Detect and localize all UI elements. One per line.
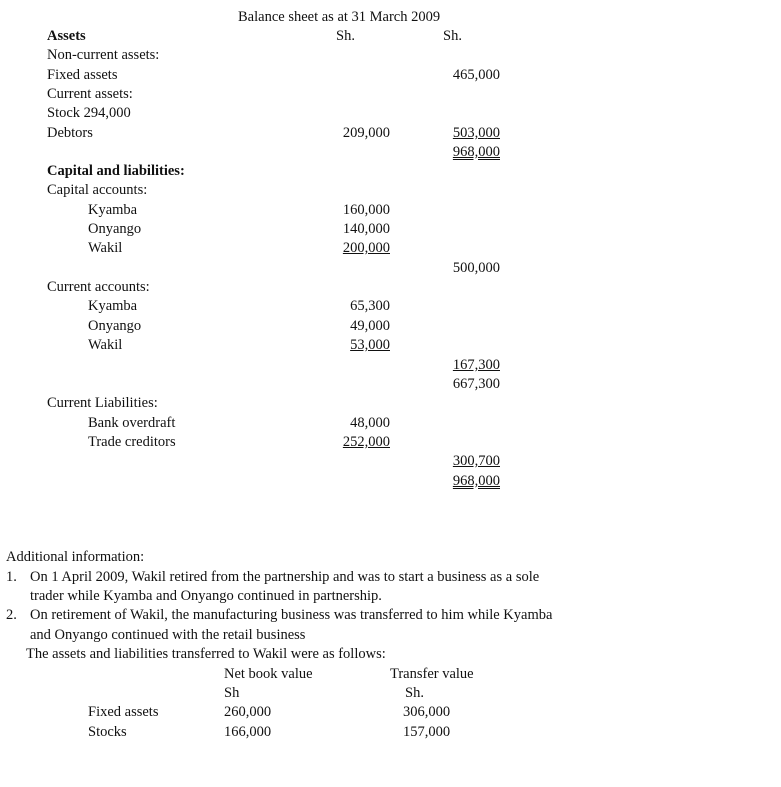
capital-grand-total: 968,000: [452, 473, 500, 489]
fixed-assets-total: 465,000: [452, 67, 500, 83]
table-row-stocks-name: Stocks: [88, 724, 127, 740]
liability-amount-trade-creditors: 252,000: [342, 434, 390, 450]
non-current-assets-label: Non-current assets:: [47, 47, 160, 63]
capital-subtotal: 667,300: [452, 376, 500, 392]
fixed-assets-label: Fixed assets: [47, 67, 118, 83]
current-amount-wakil: 53,000: [350, 337, 390, 353]
table-row-fixed-assets-name: Fixed assets: [88, 704, 159, 720]
capital-amount-kyamba: 160,000: [342, 202, 390, 218]
current-name-kyamba: Kyamba: [88, 298, 138, 314]
current-name-onyango: Onyango: [88, 318, 142, 334]
current-accounts-label: Current accounts:: [47, 279, 150, 295]
liability-amount-bank-overdraft: 48,000: [350, 415, 390, 431]
current-amount-kyamba: 65,300: [350, 298, 390, 314]
transfer-intro: The assets and liabilities transferred to Wakil were as follows:: [26, 646, 386, 662]
column-header-sh-1: Sh.: [336, 28, 355, 44]
table-header-net-book-value: Net book value: [224, 666, 313, 682]
additional-info-heading: Additional information:: [6, 549, 145, 565]
capital-name-kyamba: Kyamba: [88, 202, 138, 218]
debtors-amount: 209,000: [342, 125, 390, 141]
current-amount-onyango: 49,000: [350, 318, 390, 334]
assets-grand-total: 968,000: [452, 144, 500, 160]
capital-amount-onyango: 140,000: [342, 221, 390, 237]
table-unit-sh-2: Sh.: [405, 685, 424, 701]
current-liabilities-label: Current Liabilities:: [47, 395, 158, 411]
capital-accounts-label: Capital accounts:: [47, 182, 148, 198]
item-2-line-1: On retirement of Wakil, the manufacturing business was transferred to him while Kyamba: [30, 607, 553, 623]
capital-total: 500,000: [452, 260, 500, 276]
debtors-label: Debtors: [47, 125, 93, 141]
item-2-line-2: and Onyango continued with the retail business: [30, 627, 306, 643]
current-accounts-total: 167,300: [452, 357, 500, 373]
capital-liabilities-heading: Capital and liabilities:: [47, 163, 185, 179]
table-row-stocks-nbv: 166,000: [224, 724, 272, 740]
table-header-transfer-value: Transfer value: [390, 666, 474, 682]
assets-heading: Assets: [47, 28, 86, 44]
stock-line: Stock 294,000: [47, 105, 131, 121]
current-assets-total: 503,000: [452, 125, 500, 141]
column-header-sh-2: Sh.: [443, 28, 462, 44]
page-title: Balance sheet as at 31 March 2009: [238, 9, 441, 25]
current-name-wakil: Wakil: [88, 337, 123, 353]
liability-name-bank-overdraft: Bank overdraft: [88, 415, 176, 431]
item-2-number: 2.: [6, 607, 17, 623]
table-row-fixed-assets-tv: 306,000: [403, 704, 451, 720]
capital-name-wakil: Wakil: [88, 240, 123, 256]
item-1-line-1: On 1 April 2009, Wakil retired from the partnership and was to start a business as a sole: [30, 569, 540, 585]
capital-amount-wakil: 200,000: [342, 240, 390, 256]
capital-name-onyango: Onyango: [88, 221, 142, 237]
table-row-fixed-assets-nbv: 260,000: [224, 704, 272, 720]
current-assets-label: Current assets:: [47, 86, 133, 102]
item-1-line-2: trader while Kyamba and Onyango continued in partnership.: [30, 588, 382, 604]
item-1-number: 1.: [6, 569, 17, 585]
table-unit-sh-1: Sh: [224, 685, 240, 701]
table-row-stocks-tv: 157,000: [403, 724, 451, 740]
liability-name-trade-creditors: Trade creditors: [88, 434, 176, 450]
liabilities-total: 300,700: [452, 453, 500, 469]
